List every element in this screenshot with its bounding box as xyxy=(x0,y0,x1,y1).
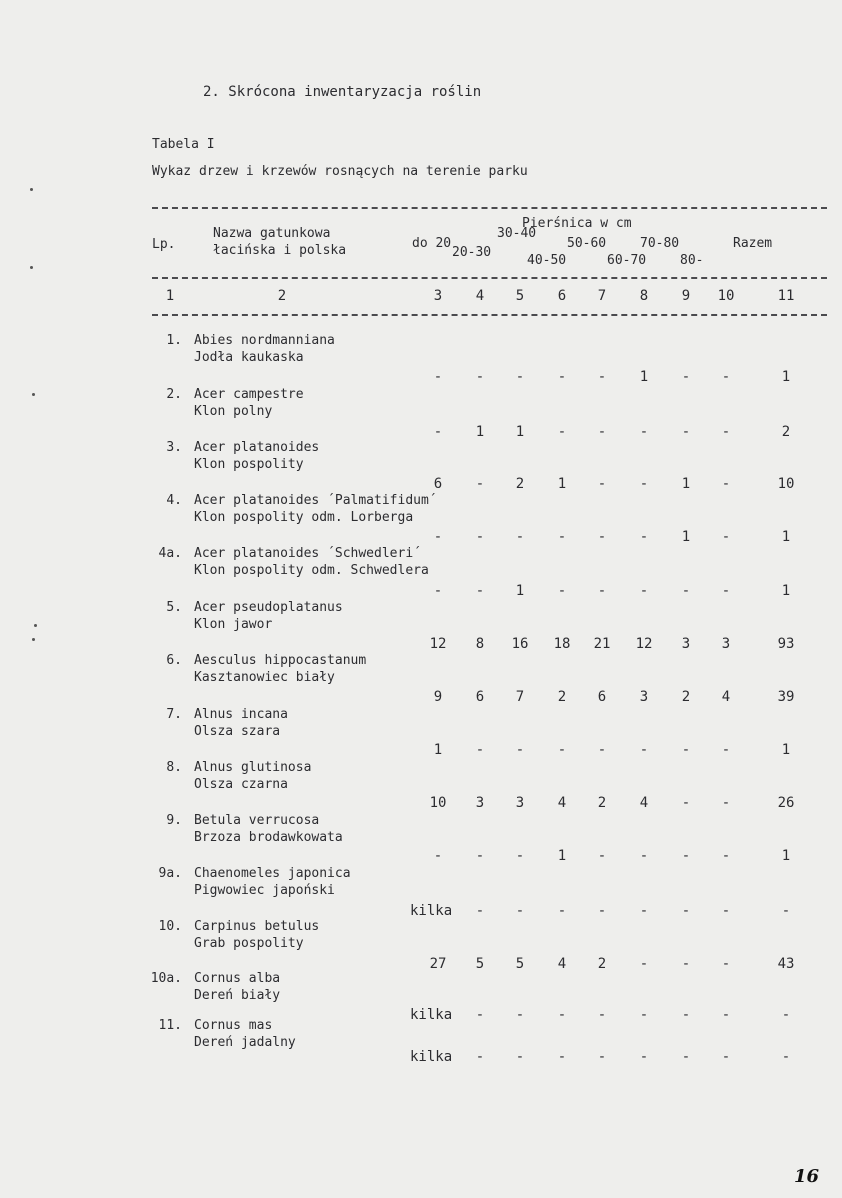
row-value: - xyxy=(597,476,607,492)
scan-speck xyxy=(32,638,35,641)
row-value: 6 xyxy=(475,689,485,705)
row-polish-name: Klon pospolity odm. Schwedlera xyxy=(194,563,429,578)
row-value: 1 xyxy=(433,742,443,758)
row-value: - xyxy=(433,848,443,864)
row-latin-name: Acer platanoides xyxy=(194,440,320,455)
row-value: 1 xyxy=(557,476,567,492)
row-value: - xyxy=(639,956,649,972)
row-latin-name: Acer campestre xyxy=(194,387,304,402)
row-value: 1 xyxy=(475,424,485,440)
row-value: - xyxy=(475,529,485,545)
row-value: 3 xyxy=(639,689,649,705)
row-polish-name: Dereń jadalny xyxy=(194,1035,296,1050)
row-polish-name: Klon polny xyxy=(194,404,273,419)
row-value: 2 xyxy=(515,476,525,492)
row-value: 3 xyxy=(475,795,485,811)
row-value: - xyxy=(639,903,649,919)
column-number: 11 xyxy=(777,288,795,304)
row-value: - xyxy=(597,848,607,864)
row-value: - xyxy=(515,1007,525,1023)
row-value: - xyxy=(681,583,691,599)
row-polish-name: Olsza czarna xyxy=(194,777,288,792)
rule-numbers-bottom xyxy=(152,314,827,316)
row-value: 27 xyxy=(429,956,447,972)
row-value: 3 xyxy=(681,636,691,652)
row-polish-name: Brzoza brodawkowata xyxy=(194,830,343,845)
row-value: 16 xyxy=(511,636,529,652)
row-lp: 10a. xyxy=(150,971,182,986)
row-value: - xyxy=(475,1007,485,1023)
row-lp: 2. xyxy=(166,387,182,402)
row-total: 1 xyxy=(781,529,791,545)
row-value: - xyxy=(557,1007,567,1023)
row-value: 2 xyxy=(681,689,691,705)
row-value: 18 xyxy=(553,636,571,652)
row-value: - xyxy=(721,476,731,492)
row-value: - xyxy=(515,369,525,385)
row-total: 1 xyxy=(781,369,791,385)
row-polish-name: Pigwowiec japoński xyxy=(194,883,335,898)
row-value: - xyxy=(681,369,691,385)
row-polish-name: Jodła kaukaska xyxy=(194,350,304,365)
row-value: 1 xyxy=(681,529,691,545)
row-value: - xyxy=(681,1049,691,1065)
row-total: 39 xyxy=(777,689,795,705)
row-value: - xyxy=(515,742,525,758)
row-value: kilka xyxy=(410,1007,453,1023)
row-polish-name: Klon jawor xyxy=(194,617,273,632)
row-value: - xyxy=(515,529,525,545)
row-value: 7 xyxy=(515,689,525,705)
row-total: 43 xyxy=(777,956,795,972)
row-value: 8 xyxy=(475,636,485,652)
row-value: - xyxy=(597,1049,607,1065)
row-value: 2 xyxy=(597,795,607,811)
row-lp: 11. xyxy=(158,1018,182,1033)
row-lp: 3. xyxy=(166,440,182,455)
row-value: 4 xyxy=(639,795,649,811)
header-lp: Lp. xyxy=(152,237,176,252)
row-value: kilka xyxy=(410,1049,453,1065)
row-latin-name: Cornus alba xyxy=(194,971,281,986)
row-latin-name: Alnus incana xyxy=(194,707,288,722)
row-value: 4 xyxy=(557,795,567,811)
row-value: - xyxy=(557,529,567,545)
row-value: - xyxy=(639,583,649,599)
column-number: 2 xyxy=(277,288,287,304)
column-number: 5 xyxy=(515,288,525,304)
header-30-40: 30-40 xyxy=(497,226,537,241)
row-value: 1 xyxy=(557,848,567,864)
row-value: - xyxy=(681,424,691,440)
row-value: - xyxy=(721,529,731,545)
row-polish-name: Grab pospolity xyxy=(194,936,304,951)
row-value: 12 xyxy=(429,636,447,652)
row-value: - xyxy=(557,903,567,919)
header-do20: do 20 xyxy=(412,236,452,251)
row-value: - xyxy=(721,903,731,919)
row-polish-name: Klon pospolity xyxy=(194,457,304,472)
row-lp: 7. xyxy=(166,707,182,722)
row-value: 21 xyxy=(593,636,611,652)
row-value: - xyxy=(597,529,607,545)
row-lp: 4a. xyxy=(158,546,182,561)
rule-header-bottom xyxy=(152,277,827,279)
row-value: - xyxy=(721,1049,731,1065)
row-value: 2 xyxy=(557,689,567,705)
column-number: 6 xyxy=(557,288,567,304)
row-value: - xyxy=(475,1049,485,1065)
row-value: - xyxy=(681,956,691,972)
row-value: - xyxy=(557,742,567,758)
row-value: - xyxy=(721,848,731,864)
row-latin-name: Abies nordmanniana xyxy=(194,333,335,348)
row-value: - xyxy=(681,848,691,864)
row-value: 4 xyxy=(721,689,731,705)
row-value: - xyxy=(639,476,649,492)
row-value: 9 xyxy=(433,689,443,705)
row-value: - xyxy=(597,742,607,758)
column-number: 4 xyxy=(475,288,485,304)
row-value: - xyxy=(557,1049,567,1065)
row-value: - xyxy=(681,795,691,811)
column-number: 1 xyxy=(165,288,175,304)
row-total: 2 xyxy=(781,424,791,440)
row-latin-name: Aesculus hippocastanum xyxy=(194,653,367,668)
row-latin-name: Acer platanoides ´Schwedleri´ xyxy=(194,546,421,561)
row-value: - xyxy=(597,903,607,919)
column-number: 10 xyxy=(717,288,735,304)
row-total: 26 xyxy=(777,795,795,811)
row-value: - xyxy=(433,369,443,385)
column-number: 7 xyxy=(597,288,607,304)
row-latin-name: Acer platanoides ´Palmatifidum´ xyxy=(194,493,437,508)
row-value: 6 xyxy=(433,476,443,492)
row-total: 1 xyxy=(781,848,791,864)
row-value: - xyxy=(681,1007,691,1023)
row-total: 1 xyxy=(781,583,791,599)
header-40-50: 40-50 xyxy=(527,253,567,268)
row-lp: 9. xyxy=(166,813,182,828)
row-value: - xyxy=(721,1007,731,1023)
row-value: 4 xyxy=(557,956,567,972)
scan-speck xyxy=(32,393,35,396)
row-total: - xyxy=(781,1007,791,1023)
row-value: - xyxy=(639,848,649,864)
row-value: - xyxy=(557,583,567,599)
row-total: - xyxy=(781,903,791,919)
table-label: Tabela I xyxy=(152,137,215,152)
row-value: 2 xyxy=(597,956,607,972)
header-60-70: 60-70 xyxy=(607,253,647,268)
row-value: 5 xyxy=(475,956,485,972)
row-value: - xyxy=(515,848,525,864)
row-value: - xyxy=(639,529,649,545)
row-value: - xyxy=(681,742,691,758)
row-lp: 5. xyxy=(166,600,182,615)
row-value: - xyxy=(557,424,567,440)
header-name-line1: Nazwa gatunkowa xyxy=(213,226,331,241)
row-value: - xyxy=(597,583,607,599)
row-value: - xyxy=(475,903,485,919)
column-number: 3 xyxy=(433,288,443,304)
row-value: - xyxy=(475,848,485,864)
row-polish-name: Klon pospolity odm. Lorberga xyxy=(194,510,414,525)
row-latin-name: Alnus glutinosa xyxy=(194,760,312,775)
header-50-60: 50-60 xyxy=(567,236,607,251)
row-value: 1 xyxy=(639,369,649,385)
rule-top xyxy=(152,207,827,209)
header-name-line2: łacińska i polska xyxy=(213,243,347,258)
row-lp: 4. xyxy=(166,493,182,508)
row-value: 1 xyxy=(515,583,525,599)
section-title: 2. Skrócona inwentaryzacja roślin xyxy=(203,84,482,100)
row-value: - xyxy=(433,583,443,599)
row-lp: 9a. xyxy=(158,866,182,881)
header-piersnica: Pierśnica w cm xyxy=(522,216,632,231)
row-value: 12 xyxy=(635,636,653,652)
scan-speck xyxy=(30,266,33,269)
row-value: - xyxy=(639,1007,649,1023)
table-caption: Wykaz drzew i krzewów rosnących na terenie parku xyxy=(152,164,528,179)
row-lp: 10. xyxy=(158,919,182,934)
row-latin-name: Chaenomeles japonica xyxy=(194,866,351,881)
row-value: - xyxy=(721,956,731,972)
row-value: 1 xyxy=(515,424,525,440)
row-value: - xyxy=(475,476,485,492)
row-lp: 1. xyxy=(166,333,182,348)
row-value: - xyxy=(721,795,731,811)
page-number: 16 xyxy=(794,1166,820,1187)
row-polish-name: Dereń biały xyxy=(194,988,281,1003)
scan-speck xyxy=(34,624,37,627)
row-value: kilka xyxy=(410,903,453,919)
header-70-80: 70-80 xyxy=(640,236,680,251)
row-value: - xyxy=(597,1007,607,1023)
header-80-plus: 80- xyxy=(680,253,704,268)
row-value: 1 xyxy=(681,476,691,492)
row-value: - xyxy=(639,742,649,758)
row-value: - xyxy=(721,369,731,385)
row-value: - xyxy=(721,583,731,599)
row-latin-name: Cornus mas xyxy=(194,1018,273,1033)
header-20-30: 20-30 xyxy=(452,245,492,260)
row-value: - xyxy=(557,369,567,385)
row-latin-name: Betula verrucosa xyxy=(194,813,320,828)
row-value: 3 xyxy=(515,795,525,811)
row-value: - xyxy=(475,583,485,599)
row-value: - xyxy=(681,903,691,919)
row-value: - xyxy=(597,369,607,385)
row-value: - xyxy=(433,424,443,440)
column-number: 8 xyxy=(639,288,649,304)
row-value: - xyxy=(515,903,525,919)
row-value: 6 xyxy=(597,689,607,705)
row-value: 10 xyxy=(429,795,447,811)
row-value: 5 xyxy=(515,956,525,972)
row-total: 10 xyxy=(777,476,795,492)
row-value: - xyxy=(475,742,485,758)
row-lp: 6. xyxy=(166,653,182,668)
header-razem: Razem xyxy=(733,236,773,251)
row-value: 3 xyxy=(721,636,731,652)
row-total: - xyxy=(781,1049,791,1065)
scan-speck xyxy=(30,188,33,191)
row-value: - xyxy=(515,1049,525,1065)
row-latin-name: Carpinus betulus xyxy=(194,919,320,934)
row-value: - xyxy=(721,424,731,440)
row-polish-name: Kasztanowiec biały xyxy=(194,670,335,685)
row-total: 93 xyxy=(777,636,795,652)
row-latin-name: Acer pseudoplatanus xyxy=(194,600,343,615)
column-number: 9 xyxy=(681,288,691,304)
row-value: - xyxy=(721,742,731,758)
row-value: - xyxy=(597,424,607,440)
row-value: - xyxy=(433,529,443,545)
row-value: - xyxy=(475,369,485,385)
row-value: - xyxy=(639,424,649,440)
row-lp: 8. xyxy=(166,760,182,775)
row-value: - xyxy=(639,1049,649,1065)
row-polish-name: Olsza szara xyxy=(194,724,281,739)
row-total: 1 xyxy=(781,742,791,758)
